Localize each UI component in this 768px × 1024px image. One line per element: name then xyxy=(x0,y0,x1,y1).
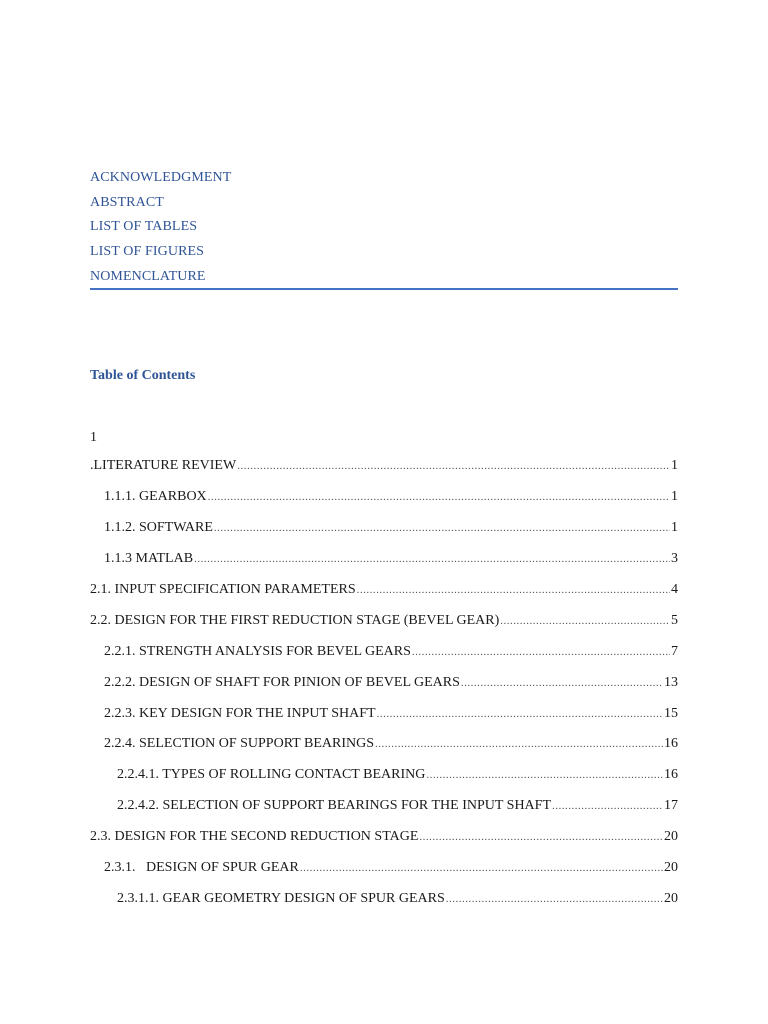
toc-entry-page: 20 xyxy=(664,891,678,907)
toc-entry-page: 20 xyxy=(664,829,678,845)
toc-entry-page: 17 xyxy=(664,798,678,814)
toc-entry-page: 1 xyxy=(671,458,678,473)
toc-entry-page: 5 xyxy=(671,612,678,628)
toc-entry-title: 1.1.2. SOFTWARE xyxy=(104,519,213,535)
toc-entry-page: 1 xyxy=(671,519,678,535)
toc-dot-leader xyxy=(446,893,663,905)
toc-entry[interactable] xyxy=(90,551,678,582)
toc-entry-page: 20 xyxy=(664,860,678,876)
toc-heading: Table of Contents xyxy=(90,368,196,383)
toc-entry-page: 7 xyxy=(671,643,678,659)
toc-entry[interactable] xyxy=(90,736,678,767)
toc-dot-leader xyxy=(300,862,663,874)
toc-entry[interactable] xyxy=(90,644,678,675)
toc-entry-title: 2.2.3. KEY DESIGN FOR THE INPUT SHAFT xyxy=(104,705,376,721)
toc-entry[interactable] xyxy=(90,891,678,922)
toc-entry[interactable] xyxy=(90,798,678,829)
toc-entry-title: 1.1.3 MATLAB xyxy=(104,550,194,566)
toc-entry-title: 2.2.4. SELECTION OF SUPPORT BEARINGS xyxy=(104,736,374,752)
toc-entry-page: 13 xyxy=(664,674,678,690)
toc-entry-page: 15 xyxy=(664,705,678,721)
front-item-nomenclature[interactable]: NOMENCLATURE xyxy=(90,268,206,284)
toc-entry-title: 2.2.1. STRENGTH ANALYSIS FOR BEVEL GEARS xyxy=(104,643,411,659)
toc-dot-leader xyxy=(375,738,663,750)
toc-entry-title: 1.1.1. GEARBOX xyxy=(104,488,207,504)
toc-entry[interactable] xyxy=(90,767,678,798)
toc-entry-page: 4 xyxy=(671,581,678,597)
toc-dot-leader xyxy=(357,584,670,596)
toc-entry-page: 3 xyxy=(671,550,678,566)
toc-entry[interactable] xyxy=(90,613,678,644)
toc-dot-leader xyxy=(377,708,663,720)
toc-entry-page: 16 xyxy=(664,767,678,783)
toc-entry[interactable] xyxy=(90,675,678,706)
front-item-acknowledgment[interactable]: ACKNOWLEDGMENT xyxy=(90,170,232,185)
toc-entry-title: 2.1. INPUT SPECIFICATION PARAMETERS xyxy=(90,581,356,597)
front-item-abstract[interactable]: ABSTRACT xyxy=(90,194,164,210)
toc-entry-title: 2.3.1. DESIGN OF SPUR GEAR xyxy=(104,860,299,876)
toc-dot-leader xyxy=(194,553,670,565)
front-item-list-of-tables[interactable]: LIST OF TABLES xyxy=(90,219,198,235)
toc-dot-leader xyxy=(208,491,670,503)
toc-entry-title: 2.2. DESIGN FOR THE FIRST REDUCTION STAGE (BEVEL GEAR) xyxy=(90,612,500,628)
toc-dot-leader xyxy=(500,615,670,627)
toc-entry[interactable] xyxy=(90,829,678,860)
toc-entry[interactable] xyxy=(90,860,678,891)
toc-entry-title: 2.2.4.2. SELECTION OF SUPPORT BEARINGS FOR THE INPUT SHAFT xyxy=(117,798,551,814)
toc-entry[interactable] xyxy=(90,582,678,613)
toc-entry-title: 2.2.2. DESIGN OF SHAFT FOR PINION OF BEVEL GEARS xyxy=(104,674,460,690)
toc-dot-leader xyxy=(552,800,663,812)
toc-dot-leader xyxy=(426,769,663,781)
toc-dot-leader xyxy=(237,460,670,472)
front-matter-list xyxy=(90,166,678,290)
toc-chapter-number: 1 xyxy=(90,430,97,445)
toc-entry-title: .LITERATURE REVIEW xyxy=(90,458,237,473)
toc-entry[interactable] xyxy=(90,520,678,551)
toc-entry-page: 1 xyxy=(671,488,678,504)
toc-entry-page: 16 xyxy=(664,736,678,752)
toc-dot-leader xyxy=(419,831,663,843)
toc-entry[interactable] xyxy=(90,706,678,737)
front-item-list-of-figures[interactable]: LIST OF FIGURES xyxy=(90,244,205,260)
horizontal-rule xyxy=(90,288,678,290)
toc-dot-leader xyxy=(461,677,663,689)
toc-entry[interactable] xyxy=(90,489,678,520)
toc-dot-leader xyxy=(214,522,670,534)
toc-entry[interactable] xyxy=(90,458,678,489)
toc-dot-leader xyxy=(412,646,670,658)
toc-entry-title: 2.2.4.1. TYPES OF ROLLING CONTACT BEARING xyxy=(117,767,426,783)
toc-entry-title: 2.3. DESIGN FOR THE SECOND REDUCTION STAGE xyxy=(90,829,419,845)
toc-entry-title: 2.3.1.1. GEAR GEOMETRY DESIGN OF SPUR GEARS xyxy=(117,891,445,907)
toc-list xyxy=(90,458,678,922)
